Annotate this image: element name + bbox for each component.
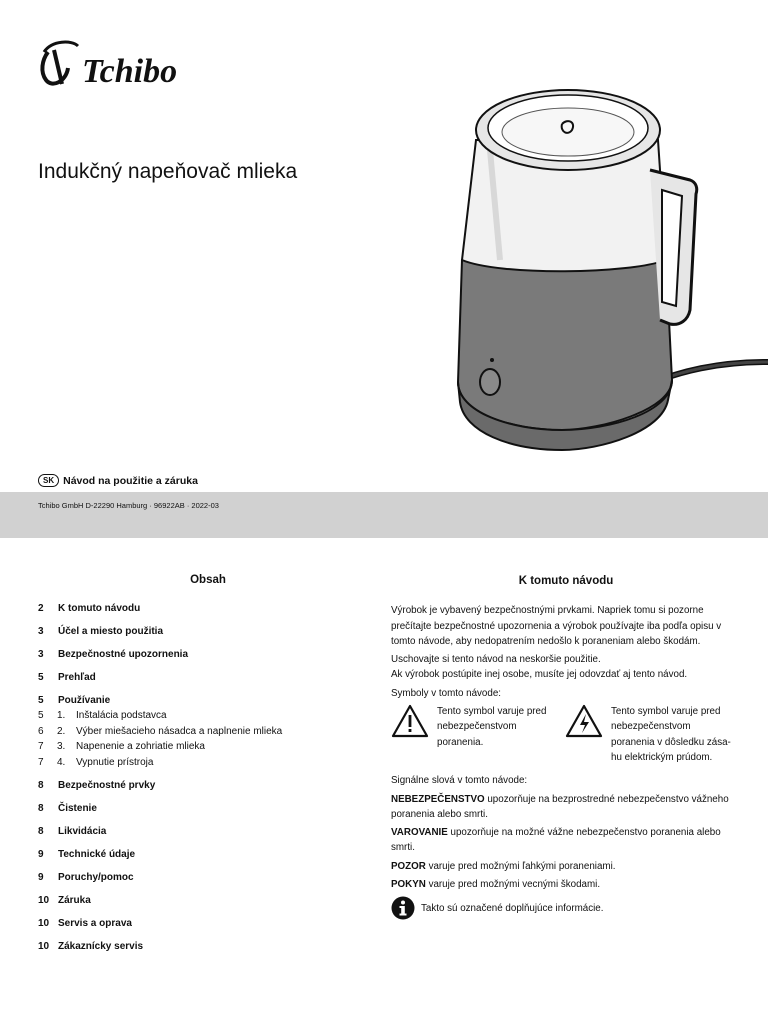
signal-notice-text: varuje pred možnými vecnými škodami. xyxy=(425,879,601,891)
milk-frother-image xyxy=(450,70,768,470)
toc-item[interactable] xyxy=(38,917,338,931)
toc-page: 7 xyxy=(38,756,44,768)
about-heading: K tomuto návodu xyxy=(518,575,614,587)
keyword-danger: NEBEZPEČENSTVO xyxy=(391,793,485,805)
toc-subitem[interactable] xyxy=(38,708,338,724)
toc-title: Napenenie a zohriatie mlieka xyxy=(76,741,205,752)
table-of-contents xyxy=(38,574,338,963)
toc-item[interactable] xyxy=(38,940,338,954)
toc-subitem[interactable] xyxy=(38,724,338,740)
brand-name: Tchibo xyxy=(82,53,178,90)
toc-title: Zákaznícky servis xyxy=(58,941,144,952)
info-row xyxy=(391,896,741,920)
toc-title: Záruka xyxy=(58,895,91,906)
toc-item[interactable] xyxy=(38,848,338,862)
signal-intro: Signálne slová v tomto návode: xyxy=(391,775,528,787)
toc-page: 7 xyxy=(38,741,44,752)
toc-page: 8 xyxy=(38,803,44,814)
toc-page: 8 xyxy=(38,780,44,791)
toc-title: Technické údaje xyxy=(58,849,136,860)
toc-page: 5 xyxy=(38,710,44,721)
language-badge: SK xyxy=(38,474,59,487)
signal-caution xyxy=(391,859,741,874)
toc-page: 6 xyxy=(38,725,44,737)
toc-subnum: 3. xyxy=(57,741,66,752)
symbols-row xyxy=(391,704,741,765)
toc-page: 8 xyxy=(38,826,44,837)
about-paragraph: Uschovajte si tento návod na neskoršie použitie. xyxy=(391,654,601,666)
toc-sublist xyxy=(38,708,338,770)
tchibo-logo xyxy=(38,38,218,90)
toc-page: 10 xyxy=(38,918,50,929)
signal-notice xyxy=(391,877,741,892)
about-section xyxy=(391,574,741,920)
toc-item[interactable] xyxy=(38,625,338,639)
signal-warning xyxy=(391,825,741,856)
keyword-warning: VAROVANIE xyxy=(391,827,448,839)
toc-page: 2 xyxy=(38,603,44,614)
toc-subnum: 4. xyxy=(57,756,66,768)
toc-item[interactable] xyxy=(38,802,338,816)
info-band xyxy=(0,492,768,538)
tchibo-logo-graphic xyxy=(38,38,218,90)
toc-title: Servis a oprava xyxy=(58,918,132,929)
toc-subitem[interactable] xyxy=(38,755,338,771)
toc-item[interactable] xyxy=(38,894,338,908)
toc-title: Likvidácia xyxy=(58,826,107,837)
toc-page: 9 xyxy=(38,849,44,860)
toc-title: Poruchy/pomoc xyxy=(58,872,134,883)
toc-page: 10 xyxy=(38,941,50,952)
toc-title: K tomuto návodu xyxy=(58,603,141,614)
toc-title: Prehľad xyxy=(58,672,96,683)
toc-page: 10 xyxy=(38,895,50,906)
electric-warning-icon xyxy=(565,704,603,738)
symbol-electric xyxy=(565,704,739,765)
manual-label-text: Návod na použitie a záruka xyxy=(63,474,198,487)
signal-caution-text: varuje pred možnými ľahkými poraneniami. xyxy=(425,860,616,872)
toc-title: Čistenie xyxy=(58,803,97,814)
about-paragraph: Výrobok je vybavený bezpečnostnými prvkami. Napriek tomu si pozorne prečítajte bezpečnostné upozornenia a výrobok používajte iba podľa opisu v tomto návode, aby nedopatrením nedošlo k poraneniam alebo škodám. xyxy=(391,605,722,647)
toc-item[interactable] xyxy=(38,602,338,616)
toc-title: Bezpečnostné upozornenia xyxy=(58,649,189,660)
toc-page: 3 xyxy=(38,649,44,660)
toc-title: Používanie xyxy=(58,695,111,706)
signal-danger-text: upozorňuje na bezprostredné nebezpečenstvo vážneho poranenia alebo smrti. xyxy=(391,793,729,820)
toc-title: Výber miešacieho násadca a naplnenie mlieka xyxy=(76,725,283,737)
toc-page: 5 xyxy=(38,672,44,683)
toc-page: 9 xyxy=(38,872,44,883)
toc-subnum: 2. xyxy=(57,725,66,737)
manual-label xyxy=(38,474,198,487)
toc-heading: Obsah xyxy=(190,574,226,586)
symbol-electric-text: Tento symbol varuje pred nebezpečenstvom poranenia v dôsledku zása-hu elektrickým prúdom. xyxy=(611,706,731,763)
toc-title: Inštalácia podstavca xyxy=(76,710,167,721)
toc-item[interactable] xyxy=(38,825,338,839)
toc-page: 5 xyxy=(38,695,44,706)
about-paragraph: Ak výrobok postúpite inej osobe, musíte jej odovzdať aj tento návod. xyxy=(391,669,688,681)
toc-item[interactable] xyxy=(38,871,338,885)
toc-title: Účel a miesto použitia xyxy=(58,626,164,637)
product-title: Indukčný napeňovač mlieka xyxy=(38,160,298,183)
info-icon xyxy=(391,896,415,920)
keyword-caution: POZOR xyxy=(391,860,426,872)
info-text: Takto sú označené doplňujúce informácie. xyxy=(421,902,604,914)
signal-warning-text: upozorňuje na možné vážne nebezpečenstvo poranenia alebo smrti. xyxy=(391,827,721,854)
company-line: Tchibo GmbH D-22290 Hamburg · 96922AB · 2022-03 xyxy=(38,501,219,510)
toc-item[interactable] xyxy=(38,648,338,662)
warning-triangle-icon xyxy=(391,704,429,738)
keyword-notice: POKYN xyxy=(391,879,426,891)
about-paragraph: Symboly v tomto návode: xyxy=(391,687,501,699)
symbol-general xyxy=(391,704,565,765)
symbol-general-text: Tento symbol varuje pred nebezpečenstvom poranenia. xyxy=(437,706,547,748)
toc-subitem[interactable] xyxy=(38,739,338,755)
toc-item[interactable] xyxy=(38,671,338,685)
toc-page: 3 xyxy=(38,626,44,637)
toc-item[interactable] xyxy=(38,694,338,708)
toc-title: Bezpečnostné prvky xyxy=(58,780,156,791)
toc-title: Vypnutie prístroja xyxy=(76,756,154,768)
toc-subnum: 1. xyxy=(57,710,66,721)
signal-danger xyxy=(391,792,741,823)
toc-item[interactable] xyxy=(38,779,338,793)
